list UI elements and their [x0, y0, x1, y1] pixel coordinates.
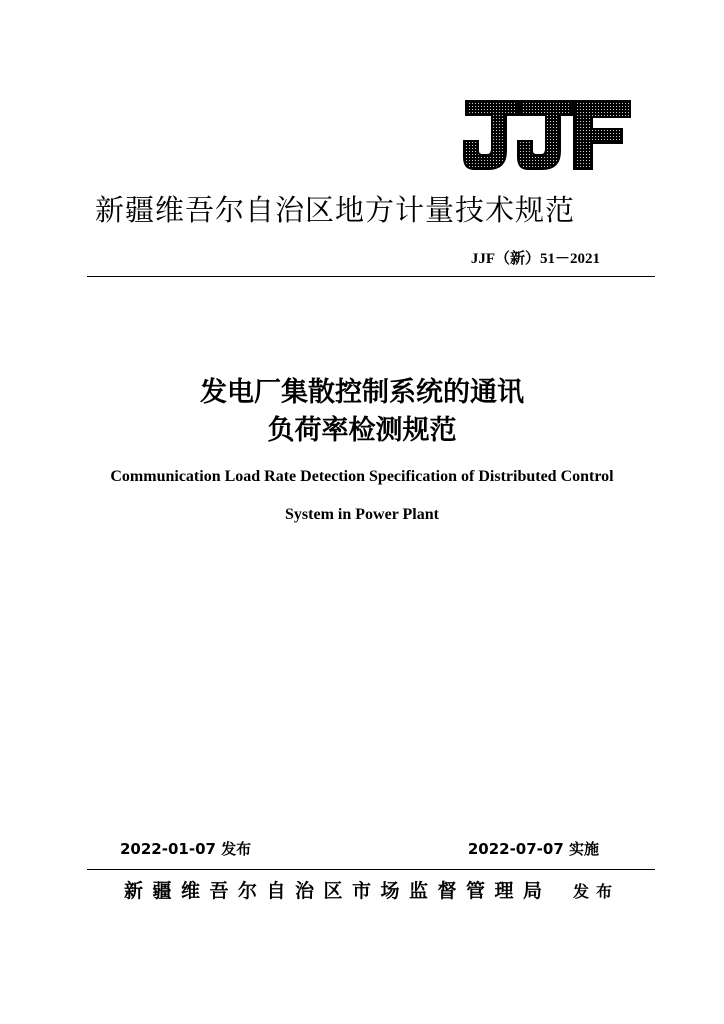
- standard-code: JJF（新）51－2021: [470, 251, 600, 267]
- title-cn-line-2: 负荷率检测规范: [267, 415, 457, 446]
- document-title-cn: [0, 374, 724, 450]
- jjf-logo-icon: [462, 99, 632, 171]
- title-en-line-1: Communication Load Rate Detection Specification of Distributed Control: [110, 468, 614, 485]
- issuing-suffix: 发布: [573, 882, 620, 901]
- title-cn-line-1: 发电厂集散控制系统的通讯: [200, 377, 524, 408]
- issue-date: 2022-01-07 发布: [120, 840, 252, 858]
- title-en-line-2: System in Power Plant: [285, 506, 439, 523]
- header-divider: [87, 276, 655, 277]
- org-title: 新疆维吾尔自治区地方计量技术规范: [95, 193, 576, 227]
- implementation-date: 2022-07-07 实施: [467, 840, 599, 858]
- document-title-en: [60, 458, 664, 534]
- footer-divider: [87, 869, 655, 870]
- issuing-authority: 新疆维吾尔自治区市场监督管理局: [124, 880, 552, 902]
